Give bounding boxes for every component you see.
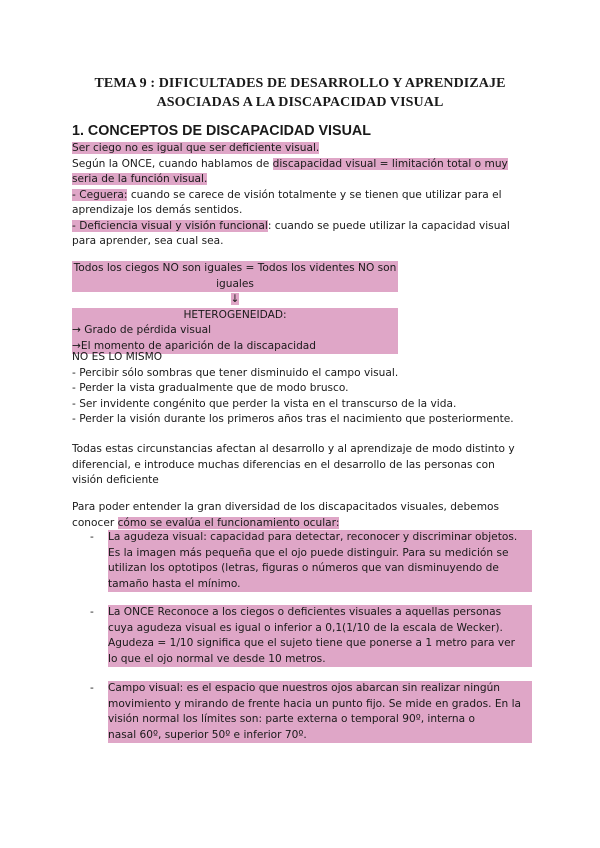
ciego-line: Ser ciego no es igual que ser deficiente visual.	[72, 142, 320, 154]
heterogeneidad-arrow-wrap	[72, 292, 398, 308]
once-line: cuya agudeza visual es igual o inferior a 0,1(1/10 de la escala de Wecker).	[108, 621, 503, 634]
campo-line: Campo visual: es el espacio que nuestros ojos abarcan sin realizar ningún	[108, 682, 501, 694]
bullet-once	[72, 605, 532, 667]
no-es-lo-mismo-block	[72, 350, 552, 428]
diversidad-highlight: cómo se evalúa el funcionamiento ocular:	[117, 516, 340, 529]
bullet-dash: -	[90, 531, 94, 543]
no-es-lo-mismo-item: - Ser invidente congénito que perder la vista en el transcurso de la vida.	[72, 397, 457, 410]
circunstancias-line-1: Todas estas circunstancias afectan al desarrollo y al aprendizaje de modo distinto y	[72, 443, 515, 455]
heterogeneidad-label: HETEROGENEIDAD:	[72, 308, 398, 324]
once-line: Agudeza = 1/10 significa que el sujeto tiene que ponerse a 1 metro para ver	[108, 637, 516, 649]
campo-line: visión normal los límites son: parte externa o temporal 90º, interna o	[108, 713, 475, 725]
section-heading: 1. CONCEPTOS DE DISCAPACIDAD VISUAL	[72, 123, 371, 139]
bullet-campo-text	[108, 681, 532, 743]
campo-line: nasal 60º, superior 50º e inferior 70º.	[108, 728, 307, 741]
deficiencia-text-1: : cuando se puede utilizar la capacidad visual	[267, 219, 510, 232]
bullet-agudeza-text	[108, 530, 532, 592]
document-title	[60, 74, 540, 112]
once-highlight-1: discapacidad visual = limitación total o muy	[272, 157, 508, 170]
title-line-1: TEMA 9 : DIFICULTADES DE DESARROLLO Y APRENDIZAJE	[94, 76, 506, 91]
diversidad-paragraph	[72, 500, 542, 531]
campo-line: movimiento y mirando de frente hacia un punto fijo. Se mide en grados. En la	[108, 697, 522, 710]
diversidad-line-1: Para poder entender la gran diversidad de los discapacitados visuales, debemos	[72, 501, 500, 513]
ceguera-label: - Ceguera:	[72, 188, 128, 201]
diversidad-prefix: conocer	[72, 516, 118, 529]
grado-perdida-item: → Grado de pérdida visual	[72, 323, 398, 339]
once-line: La ONCE Reconoce a los ciegos o deficientes visuales a aquellas personas	[108, 606, 502, 618]
bullet-campo	[72, 681, 532, 743]
no-es-lo-mismo-item: - Perder la visión durante los primeros años tras el nacimiento que posteriormente.	[72, 413, 514, 425]
once-prefix: Según la ONCE, cuando hablamos de	[72, 157, 273, 170]
deficiencia-label: - Deficiencia visual y visión funcional	[72, 219, 268, 232]
no-es-lo-mismo-heading: NO ES LO MISMO	[72, 351, 163, 363]
down-arrow-icon: ↓	[230, 293, 240, 305]
ceguera-text-1: cuando se carece de visión totalmente y se tienen que utilizar para el	[127, 188, 502, 201]
once-highlight-2: seria de la función visual.	[72, 173, 208, 185]
agudeza-line: utilizan los optotipos (letras, figuras o números que van disminuyendo de	[108, 562, 499, 574]
title-line-2: ASOCIADAS A LA DISCAPACIDAD VISUAL	[156, 95, 444, 110]
circunstancias-paragraph	[72, 442, 542, 489]
once-line: lo que el ojo normal ve desde 10 metros.	[108, 652, 326, 665]
deficiencia-text-2: para aprender, sea cual sea.	[72, 235, 224, 247]
bullet-agudeza	[72, 530, 532, 592]
bullet-dash: -	[90, 606, 94, 618]
no-es-lo-mismo-item: - Percibir sólo sombras que tener disminuido el campo visual.	[72, 366, 399, 379]
circunstancias-line-2: diferencial, e introduce muchas diferencias en el desarrollo de las personas con	[72, 458, 495, 471]
no-es-lo-mismo-item: - Perder la vista gradualmente que de modo brusco.	[72, 382, 349, 394]
agudeza-line: Es la imagen más pequeña que el ojo puede distinguir. Para su medición se	[108, 546, 509, 559]
bullet-once-text	[108, 605, 532, 667]
ceguera-text-2: aprendizaje los demás sentidos.	[72, 204, 243, 216]
section-intro	[72, 141, 532, 250]
agudeza-line: tamaño hasta el mínimo.	[108, 577, 241, 590]
agudeza-line: La agudeza visual: capacidad para detectar, reconocer y discriminar objetos.	[108, 531, 518, 543]
momento-aparicion-item: →El momento de aparición de la discapacidad	[72, 339, 398, 355]
bullet-dash: -	[90, 682, 94, 694]
heterogeneidad-box	[72, 261, 398, 354]
heterogeneidad-line-1: Todos los ciegos NO son iguales = Todos los videntes NO son iguales	[72, 261, 398, 292]
circunstancias-line-3: visión deficiente	[72, 474, 159, 486]
